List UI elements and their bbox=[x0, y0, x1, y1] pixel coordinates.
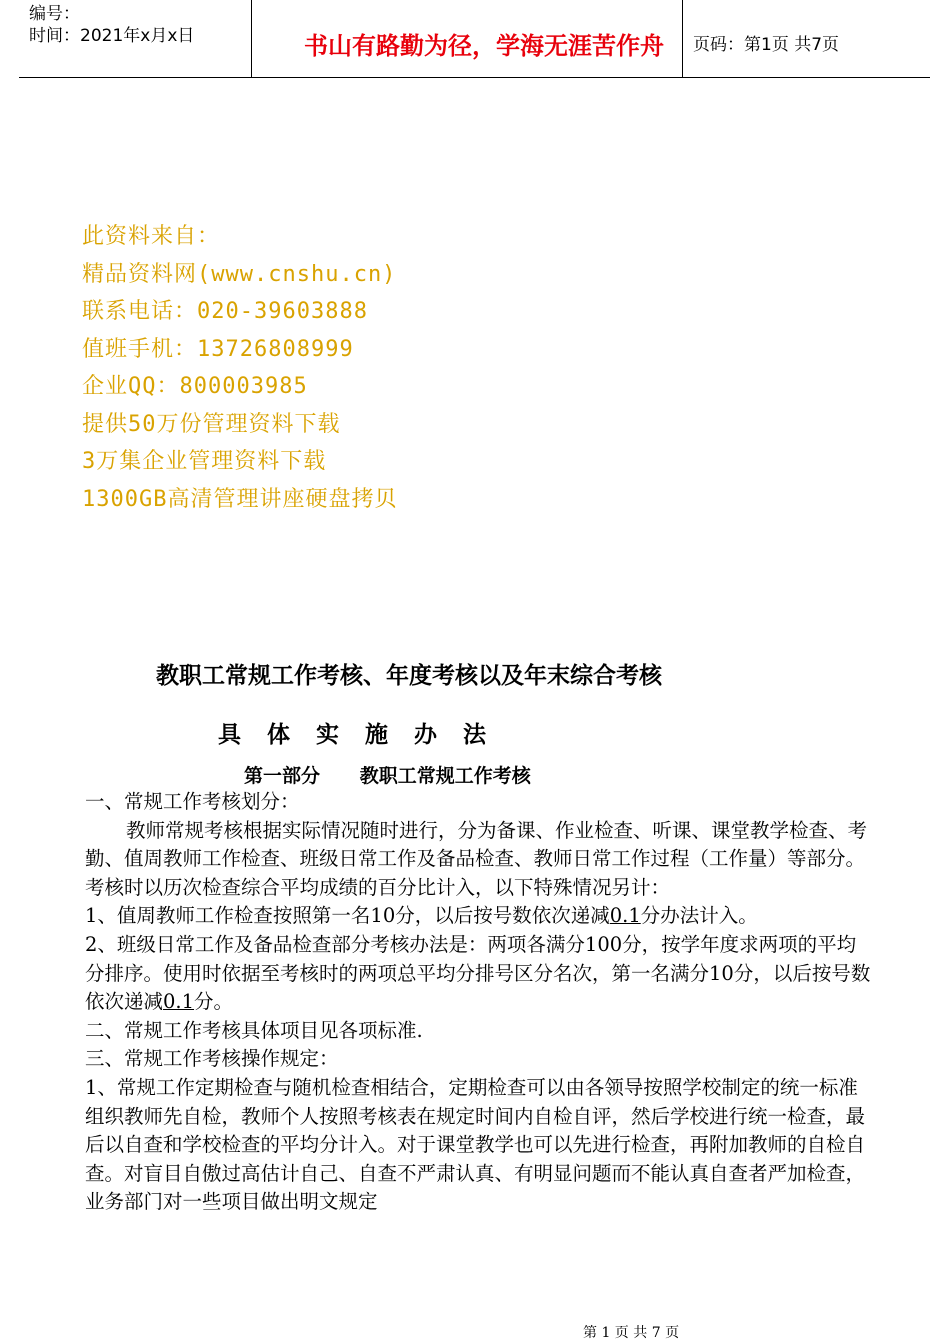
paragraph: 1、常规工作定期检查与随机检查相结合，定期检查可以由各领导按照学校制定的统一标准组织教师先自检，教师个人按照考核表在规定时间内自检自评，然后学校进行统一检查，最后以自查和学校检查的平均分计入。对于课堂教学也可以先进行检查，再附加教师的自检自查。对盲目自傲过高估计自己、自查不严肃认真、有明显问题而不能认真自查者严加检查，业务部门对一些项目做出明文规定 bbox=[85, 1075, 866, 1214]
page-footer: 第 1 页 共 7 页 bbox=[583, 1325, 680, 1341]
paragraph: 二、常规工作考核具体项目见各项标准. bbox=[85, 1018, 423, 1042]
promo-line: 3万集企业管理资料下载 bbox=[82, 449, 327, 474]
paragraph bbox=[85, 931, 875, 1017]
header-divider bbox=[682, 0, 683, 77]
header-meta bbox=[29, 3, 194, 47]
header-divider bbox=[251, 0, 252, 77]
document-body bbox=[85, 788, 875, 1217]
paragraph-text: 分。 bbox=[194, 990, 234, 1014]
paragraph bbox=[85, 902, 875, 931]
header-motto: 书山有路勤为径，学海无涯苦作舟 bbox=[304, 32, 664, 60]
page-header bbox=[19, 0, 930, 78]
promo-line: 值班手机：13726808999 bbox=[82, 336, 354, 362]
header-date: 时间：2021年x月x日 bbox=[29, 26, 195, 46]
paragraph: 教师常规考核根据实际情况随时进行，分为备课、作业检查、听课、课堂教学检查、考勤、值周教师工作检查、班级日常工作及备品检查、教师日常工作过程（工作量）等部分。考核时以历次检查综合平均成绩的百分比计入，以下特殊情况另计： bbox=[85, 818, 868, 899]
paragraph: 一、常规工作考核划分： bbox=[85, 790, 300, 813]
promo-line: 此资料来自： bbox=[82, 224, 221, 249]
header-number-label: 编号： bbox=[29, 4, 80, 24]
promo-line: 联系电话：020-39603888 bbox=[82, 299, 368, 324]
header-page-info: 页码：第1页 共7页 bbox=[693, 35, 840, 55]
paragraph-text: 分办法计入。 bbox=[640, 904, 758, 928]
paragraph-text: 1、值周教师工作检查按照第一名10分，以后按号数依次递减 bbox=[85, 904, 610, 928]
promo-line: 1300GB高清管理讲座硬盘拷贝 bbox=[82, 486, 398, 512]
document-subtitle: 具体实施办法 bbox=[218, 722, 512, 748]
underlined-value: 0.1 bbox=[163, 990, 195, 1014]
document-title: 教职工常规工作考核、年度考核以及年末综合考核 bbox=[156, 663, 662, 689]
promo-line: 提供50万份管理资料下载 bbox=[82, 411, 341, 437]
paragraph: 三、常规工作考核操作规定： bbox=[85, 1047, 339, 1071]
underlined-value: 0.1 bbox=[609, 904, 641, 928]
promo-block bbox=[82, 218, 397, 518]
promo-line: 精品资料网(www.cnshu.cn) bbox=[82, 261, 397, 287]
promo-line: 企业QQ：800003985 bbox=[82, 374, 308, 399]
section-heading: 第一部分 教职工常规工作考核 bbox=[244, 765, 531, 787]
paragraph-text: 2、班级日常工作及备品检查部分考核办法是：两项各满分100分，按学年度求两项的平均分排序。使用时依据至考核时的两项总平均分排号区分名次，第一名满分10分，以后按号数依次递减 bbox=[85, 932, 871, 1014]
